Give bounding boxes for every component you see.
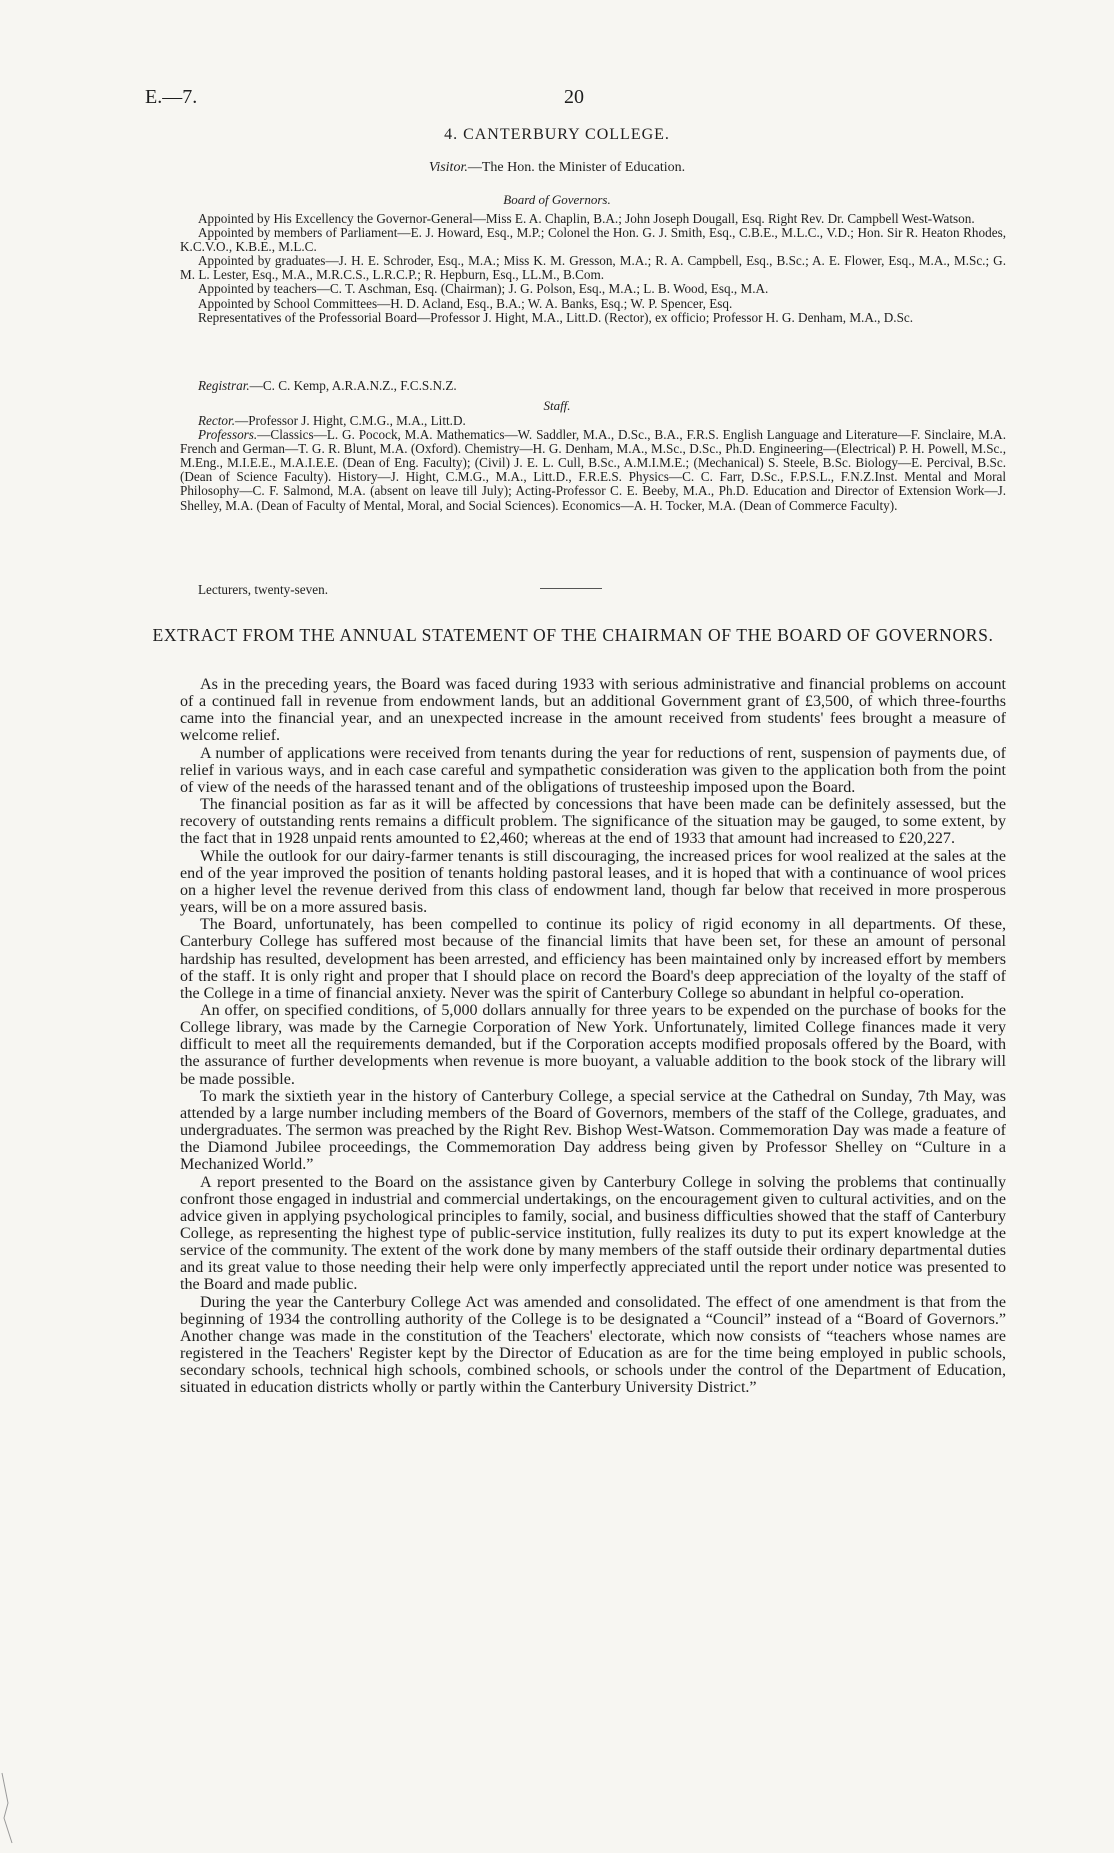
board-heading: Board of Governors. bbox=[503, 192, 611, 207]
governor-entry: Appointed by His Excellency the Governor-General—Miss E. A. Chaplin, B.A.; John Joseph Dougall, Esq. Right Rev. Dr. Campbell West-Watson. bbox=[198, 211, 975, 226]
registrar-label: Registrar. bbox=[198, 378, 250, 393]
professors-line bbox=[180, 428, 1006, 513]
visitor-line bbox=[0, 160, 1114, 176]
visitor-label: Visitor. bbox=[428, 160, 468, 175]
professors-text: —Classics—L. G. Pocock, M.A. Mathematics—W. Saddler, M.A., D.Sc., B.A., F.R.S. English Language and Literature—F. Sinclaire, M.A. French and German—T. G. R. Blunt, M.A. (Oxford). Chemistry—H. G. Denham, M.A., M.Sc., D.Sc., Ph.D. Engineering—(Electrical) P. H. Powell, M.Sc., M.Eng., M.I.E.E., M.A.I.E.E. (Dean of Eng. Faculty); (Civil) J. E. L. Cull, B.Sc., A.M.I.M.E.; (Mechanical) S. Steele, B.Sc. Biology—E. Percival, B.Sc. (Dean of Science Faculty). History—J. Hight, C.M.G., M.A., Litt.D., F.R.E.S. Physics—C. C. Farr, D.Sc., F.P.S.L., F.N.Z.Inst. Mental and Moral Philosophy—C. F. Salmond, M.A. (absent on leave till July); Acting-Professor C. E. Beeby, M.A., Ph.D. Education and Director of Extension Work—J. Shelley, M.A. (Dean of Faculty of Mental, Moral, and Social Sciences). Economics—A. H. Tocker, M.A. (Dean of Commerce Faculty). bbox=[180, 427, 1006, 513]
governor-entry: Representatives of the Professorial Board—Professor J. Hight, M.A., Litt.D. (Rector), ex officio; Professor H. G. Denham, M.A., D.Sc. bbox=[198, 309, 914, 325]
governor-entry: Appointed by graduates—J. H. E. Schroder, Esq., M.A.; Miss K. M. Gresson, M.A.; R. A. Campbell, Esq., B.Sc.; A. E. Flower, Esq., M.A., M.Sc.; G. M. L. Lester, Esq., M.A., M.R.C.S., L.R.C.P.; R. Hepburn, Esq., LL.M., B.Com. bbox=[180, 253, 1006, 283]
scan-edge-mark bbox=[0, 1763, 20, 1853]
extract-paragraph: To mark the sixtieth year in the history of Canterbury College, a special service at the Cathedral on Sunday, 7th May, was attended by a large number including members of the Board of Governors, members of the staff of the College, graduates, and undergraduates. The sermon was preached by the Right Rev. Bishop West-Watson. Commemoration Day was made a feature of the Diamond Jubilee proceedings, the Commemoration Day address being given by Professor Shelley on “Culture in a Mechanized World.” bbox=[180, 1087, 1006, 1174]
rector-label: Rector. bbox=[198, 413, 235, 428]
governor-entry: Appointed by members of Parliament—E. J. Howard, Esq., M.P.; Colonel the Hon. G. J. Smith, Esq., C.B.E., M.L.C., V.D.; Hon. Sir R. Heaton Rhodes, K.C.V.O., K.B.E., M.L.C. bbox=[180, 225, 1006, 255]
extract-paragraph: As in the preceding years, the Board was faced during 1933 with serious administrative and financial problems on account of a continued fall in revenue from endowment lands, but an additional Government grant of £3,500, of which three-fourths came into the financial year, and an unexpected increase in the amount received from students' fees brought a measure of welcome relief. bbox=[180, 676, 1006, 745]
staff-list bbox=[180, 414, 1006, 513]
governors-list bbox=[180, 212, 1006, 325]
registrar-line bbox=[180, 378, 1006, 394]
extract-paragraph: An offer, on specified conditions, of 5,000 dollars annually for three years to be expended on the purchase of books for the College library, was made by the Carnegie Corporation of New York. Unfortunately, limited College finances made it very difficult to meet all the requirements demanded, but if the Corporation accepts modified proposals offered by the Board, with the assurance of further developments when revenue is more buoyant, a valuable addition to the book stock of the library will be made possible. bbox=[180, 1001, 1006, 1088]
staff-heading: Staff. bbox=[543, 398, 571, 413]
extract-paragraph: A number of applications were received from tenants during the year for reductions of rent, suspension of payments due, of relief in various ways, and in each case careful and sympathetic consideration was given to the application both from the point of view of the needs of the harassed tenant and of the obligations of trusteeship imposed upon the Board. bbox=[180, 744, 1006, 796]
professors-label: Professors. bbox=[198, 427, 258, 443]
extract-paragraph: The financial position as far as it will be affected by concessions that have been made can be definitely assessed, but the recovery of outstanding rents remains a difficult problem. The significance of the situation may be gauged, to some extent, by the fact that in 1928 unpaid rents amounted to £2,460; whereas at the end of 1933 that amount had increased to £20,227. bbox=[180, 796, 1006, 848]
college-title: 4. CANTERBURY COLLEGE. bbox=[444, 126, 670, 143]
section-code: E.—7. bbox=[145, 86, 198, 108]
section-divider bbox=[540, 588, 602, 589]
rector-text: —Professor J. Hight, C.M.G., M.A., Litt.D. bbox=[235, 413, 466, 428]
extract-body bbox=[180, 676, 1006, 1397]
registrar-text: —C. C. Kemp, A.R.A.N.Z., F.C.S.N.Z. bbox=[249, 378, 457, 393]
page-number: 20 bbox=[564, 86, 584, 108]
extract-paragraph: During the year the Canterbury College Act was amended and consolidated. The effect of one amendment is that from the beginning of 1934 the controlling authority of the College is to be designated a “Council” instead of a “Board of Governors.” Another change was made in the constitution of the Teachers' electorate, which now consists of “teachers whose names are registered in the Teachers' Register kept by the Director of Education as are for the time being employed in public schools, secondary schools, technical high schools, combined schools, or schools under the control of the Department of Education, situated in education districts wholly or partly within the Canterbury University District.” bbox=[180, 1293, 1006, 1397]
visitor-text: —The Hon. the Minister of Education. bbox=[467, 160, 686, 175]
extract-paragraph: While the outlook for our dairy-farmer tenants is still discouraging, the increased prices for wool realized at the sales at the end of the year improved the position of tenants holding pastoral leases, and it is hoped that with a continuance of wool prices on a higher level the revenue derived from this class of endowment land, though far below that received in more prosperous years, will be on a more assured basis. bbox=[180, 847, 1006, 917]
rector-line bbox=[180, 414, 1006, 428]
lecturers-line: Lecturers, twenty-seven. bbox=[198, 582, 328, 597]
governor-entry: Appointed by School Committees—H. D. Acland, Esq., B.A.; W. A. Banks, Esq.; W. P. Spencer, Esq. bbox=[198, 295, 733, 311]
governor-entry: Appointed by teachers—C. T. Aschman, Esq. (Chairman); J. G. Polson, Esq., M.A.; L. B. Wood, Esq., M.A. bbox=[198, 281, 769, 297]
extract-paragraph: The Board, unfortunately, has been compelled to continue its policy of rigid economy in all departments. Of these, Canterbury College has suffered most because of the financial limits that have been set, for these an amount of personal hardship has resulted, development has been arrested, and efficiency has been maintained only by increased effort by members of the staff. It is only right and proper that I should place on record the Board's deep appreciation of the loyalty of the staff of the College in a time of financial anxiety. Never was the spirit of Canterbury College so abundant in helpful co-operation. bbox=[180, 916, 1006, 1002]
extract-paragraph: A report presented to the Board on the assistance given by Canterbury College in solving the problems that continually confront those engaged in industrial and commercial undertakings, on the encouragement given to cultural activities, and on the advice given in applying psychological principles to family, social, and business difficulties showed that the staff of Canterbury College, as representing the highest type of public-service institution, fully realizes its duty to put its expert knowledge at the service of the community. The extent of the work done by many members of the staff outside their ordinary departmental duties and its great value to those needing their help were only imperfectly appreciated until the report under notice was presented to the Board and made public. bbox=[180, 1173, 1006, 1294]
extract-title: EXTRACT FROM THE ANNUAL STATEMENT OF THE CHAIRMAN OF THE BOARD OF GOVERNORS. bbox=[152, 625, 994, 645]
